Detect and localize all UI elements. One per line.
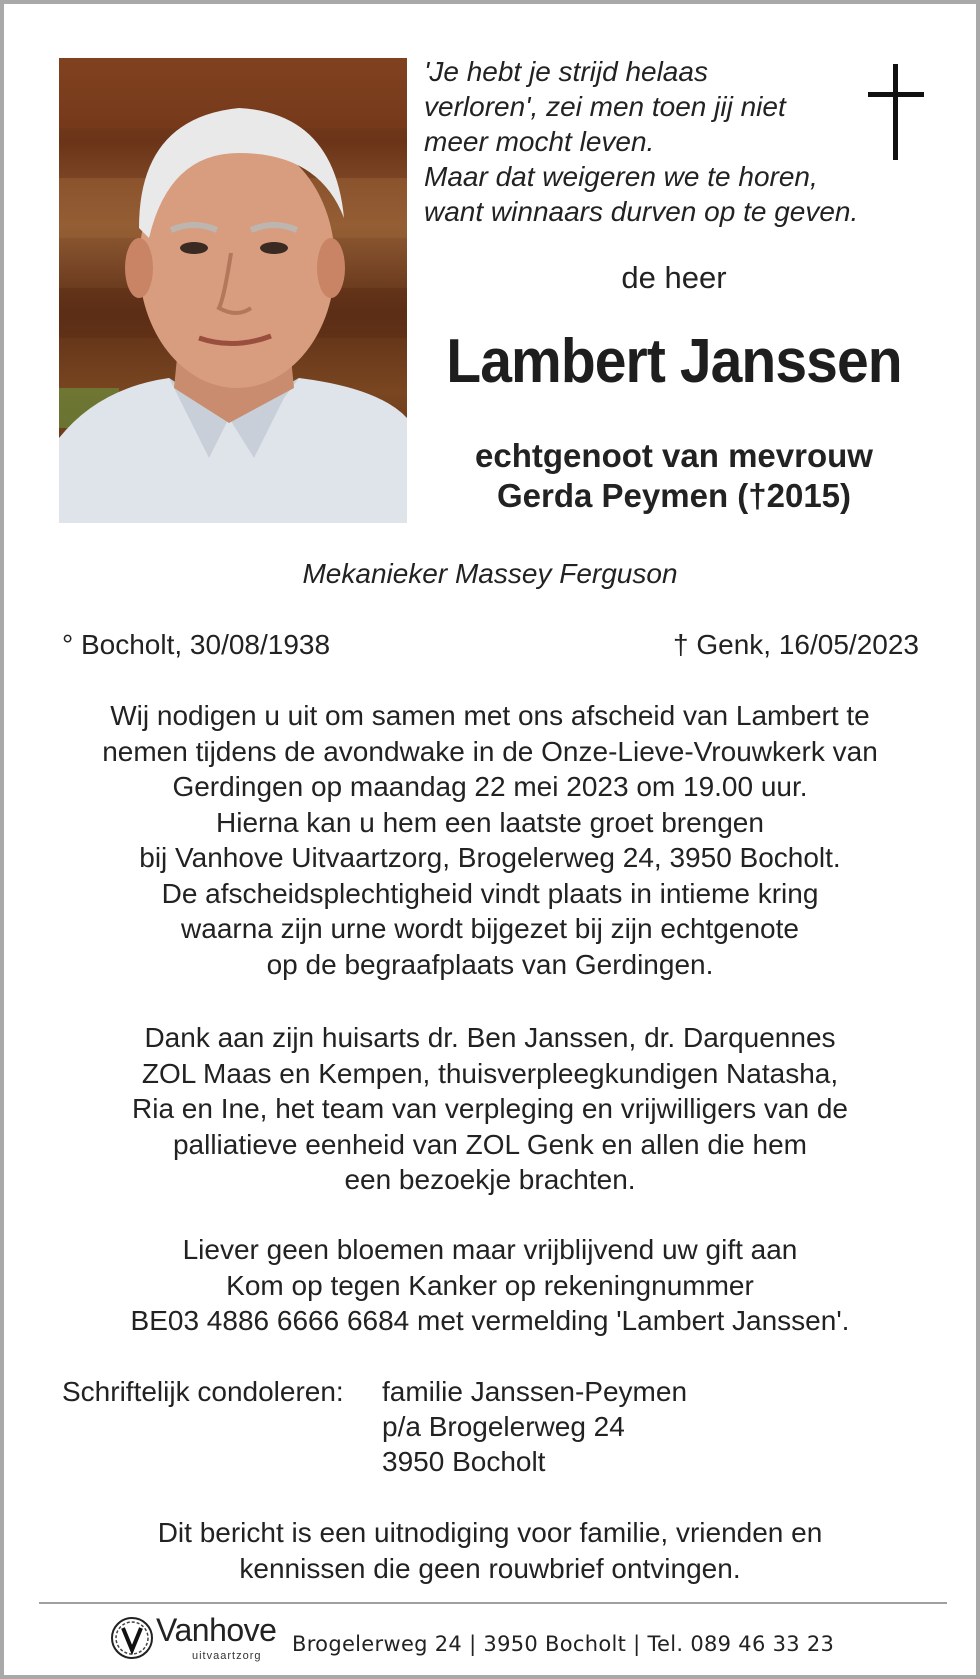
birth-info: ° Bocholt, 30/08/1938 xyxy=(62,629,331,660)
text-line: Dit bericht is een uitnodiging voor familie, vrienden en xyxy=(157,1517,823,1548)
text-line: BE03 4886 6666 6684 met vermelding 'Lambert Janssen'. xyxy=(130,1305,850,1336)
spouse-line: Gerda Peymen (†2015) xyxy=(496,477,852,514)
address-line: p/a Brogelerweg 24 xyxy=(382,1411,625,1442)
poem-line: verloren', zei men toen jij niet xyxy=(424,91,786,122)
logo-name: Vanhove xyxy=(156,1612,277,1648)
portrait-photo xyxy=(59,58,407,523)
donation-paragraph xyxy=(34,1232,946,1339)
text-line: bij Vanhove Uitvaartzorg, Brogelerweg 24, 3950 Bocholt. xyxy=(139,842,841,873)
text-line: Gerdingen op maandag 22 mei 2023 om 19.00 uur. xyxy=(172,771,808,802)
text-line: ZOL Maas en Kempen, thuisverpleegkundigen Natasha, xyxy=(141,1057,839,1089)
text-line: kennissen die geen rouwbrief ontvingen. xyxy=(239,1552,741,1584)
poem-line: want winnaars durven op te geven. xyxy=(424,196,859,227)
vanhove-logo-icon xyxy=(108,1614,156,1662)
text-line: De afscheidsplechtigheid vindt plaats in intieme kring xyxy=(161,877,819,909)
text-line: waarna zijn urne wordt bijgezet bij zijn echtgenote xyxy=(181,913,799,944)
address-line: 3950 Bocholt xyxy=(382,1446,546,1477)
footer-divider xyxy=(39,1602,947,1604)
death-info: † Genk, 16/05/2023 xyxy=(673,629,919,660)
address-line: familie Janssen-Peymen xyxy=(382,1376,688,1407)
condolence-label: Schriftelijk condoleren: xyxy=(62,1376,344,1407)
poem-line: Maar dat weigeren we te horen, xyxy=(424,161,818,192)
text-line: Ria en Ine, het team van verpleging en vrijwilligers van de xyxy=(132,1093,848,1124)
portrait-illustration xyxy=(59,58,407,523)
condolence-lines xyxy=(382,1374,687,1479)
footer-address: Brogelerweg 24 | 3950 Bocholt | Tel. 089 46 33 23 xyxy=(292,1632,835,1656)
occupation: Mekanieker Massey Ferguson xyxy=(302,558,678,589)
poem xyxy=(424,54,894,229)
invitation-paragraph xyxy=(34,698,946,982)
text-line: palliatieve eenheid van ZOL Genk en allen die hem xyxy=(172,1128,808,1160)
thanks-paragraph xyxy=(34,1020,946,1198)
text-line: op de begraafplaats van Gerdingen. xyxy=(266,948,714,980)
spouse-line: echtgenoot van mevrouw xyxy=(475,437,873,474)
text-line: Hierna kan u hem een laatste groet brengen xyxy=(216,806,764,838)
logo-subtitle: uitvaartzorg xyxy=(192,1650,262,1662)
cross-icon xyxy=(868,64,924,164)
spouse-info xyxy=(424,436,924,516)
deceased-name: Lambert Janssen xyxy=(446,327,902,396)
footer xyxy=(108,1610,968,1670)
text-line: Liever geen bloemen maar vrijblijvend uw gift aan xyxy=(182,1234,798,1265)
text-line: Wij nodigen u uit om samen met ons afscheid van Lambert te xyxy=(110,700,870,731)
text-line: Dank aan zijn huisarts dr. Ben Janssen, dr. Darquennes xyxy=(144,1022,836,1053)
text-line: nemen tijdens de avondwake in de Onze-Lieve-Vrouwkerk van xyxy=(102,735,878,767)
text-line: een bezoekje brachten. xyxy=(344,1164,636,1195)
poem-line: 'Je hebt je strijd helaas xyxy=(424,56,708,87)
honorific: de heer xyxy=(621,260,727,295)
notice-paragraph xyxy=(34,1515,946,1586)
poem-line: meer mocht leven. xyxy=(424,126,655,157)
text-line: Kom op tegen Kanker op rekeningnummer xyxy=(226,1269,754,1301)
